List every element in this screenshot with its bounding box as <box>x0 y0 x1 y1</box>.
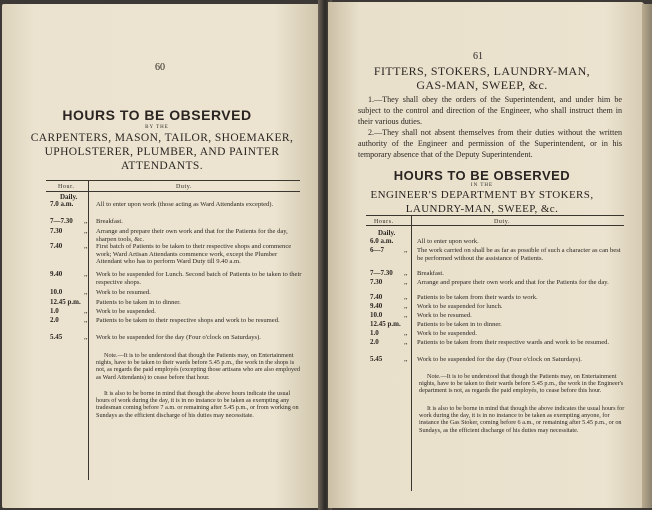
trades-line-1: CARPENTERS, MASON, TAILOR, SHOEMAKER, <box>30 132 294 144</box>
right-page-number: 61 <box>473 51 483 62</box>
right-in-the: IN THE <box>470 183 494 188</box>
right-note-1: Note.—It is to be understood that though the Patients may, on Entertainment nights, have to be taken to their wards before 5.45 p.m., the work in the Engineer's department is not, as regards the paid employés, to cease before this hour. <box>419 373 624 395</box>
col-hour: Hour. <box>58 184 75 190</box>
left-trades-title <box>12 131 312 173</box>
title-line-2: GAS-MAN, SWEEP, &c. <box>416 78 548 92</box>
dept-line-2: LAUNDRY-MAN, SWEEP, &c. <box>405 203 559 215</box>
right-note-2: It is also to be borne in mind that though the above indicates the usual hours for work during the day, it is in no instance to be taken as exempting anyone, for instance the Gas Stoker, coming before 6 a.m., or remaining after 5.45 p.m., or on Sundays, as the efficient discharge of his duties may necessitate. <box>419 405 625 434</box>
rule-2: 2.—They shall not absent themselves from their duties without the written authority of the Engineer and permission of the Superintendent, or in his temporary absence that of the Deputy Superintendent. <box>358 128 622 159</box>
right-column-divider <box>411 215 412 491</box>
trades-line-3: ATTENDANTS. <box>120 160 204 172</box>
col-hours: Hours. <box>374 219 394 225</box>
left-column-divider <box>88 180 89 480</box>
right-page: 61 FITTERS, STOKERS, LAUNDRY-MAN, GAS-MAN, SWEEP, &c. 1.—They shall obey the orders of the Superintendent, and under him be subject to the control and direction of the Engineer, who shall instruct them in their various duties. 2.—They shall not absent themselves from their duties without the written authority of the Engineer and permission of the Superintendent, or in his temporary absence that of the Deputy Superintendent. HOURS TO BE OBSERVED IN THE ENGINEER'S DEPARTMENT BY STOKERS, LAUNDRY-MAN, SWEEP, &c. Hours. Duty. Daily. 6.0 a.m. All to enter upon work. 6—7 ,, The work carried on shall be as far as possible of such a character as can best be performed without the assistance of Patients. 7—7.30 ,, Breakfast. 7.30 ,, Arrange and prepare their own work and that for the Patients for the day. 7.40 ,, Patients to be taken from their wards to work. 9.40 ,, Work to be suspended for lunch. 10.0 ,, Work to be resumed. 12.45 p.m. Patients to be taken in to dinner. 1.0 ,, Work to be suspended. 2.0 ,, Patients to be taken from their respective wards and work to be resumed. 5.45 ,, Work to be suspended for the day (Four o'clock on Saturdays). Note.—It is to be understood that though the Patients may, on Entertainment nights, have to be taken to their wards before 5.45 p.m., the work in the Engineer's department is not, as regards the paid employés, to cease before this hour. It is also to be borne in mind that though the above indicates the usual hours for work during the day, it is in no instance to be taken as exempting anyone, for instance the Gas Stoker, coming before 6 a.m., or remaining after 5.45 p.m., or on Sundays, as the efficient discharge of his duties may necessitate. <box>328 2 644 508</box>
right-table-header <box>366 215 624 226</box>
dept-line-1: ENGINEER'S DEPARTMENT BY STOKERS, <box>370 189 594 201</box>
col-duty: Duty. <box>176 184 193 190</box>
left-note-2: It is also to be borne in mind that though the above hours indicate the usual hours of work during the day, it is in no instance to be taken as exempting any tradesman coming before 7 a.m. or remaining after 5.45 p.m., or from working on Sundays as the efficient discharge of his duties may necessitate. <box>96 390 299 419</box>
right-heading: HOURS TO BE OBSERVED <box>393 168 571 183</box>
page-edges <box>642 4 652 508</box>
title-line-1: FITTERS, STOKERS, LAUNDRY-MAN, <box>373 64 591 78</box>
left-page: 60 HOURS TO BE OBSERVED BY THE CARPENTERS, MASON, TAILOR, SHOEMAKER, UPHOLSTERER, PLUMBER, AND PAINTER ATTENDANTS. Hour. Duty. Daily. 7.0 a.m. All to enter upon work (those acting as Ward Attendants excepted). 7—7.30 ,, Breakfast. 7.30 ,, Arrange and prepare their own work and that for the Patients for the day, sharpen tools, &c. 7.40 ,, First batch of Patients to be taken to their respective shops and commence work; Ward Artisan Attendants commence work, except the Plumber Attendant who has to perform Ward Duty till 9.40 a.m. 9.40 ,, Work to be suspended for Lunch. Second batch of Patients to be taken to their respective shops. 10.0 ,, Work to be resumed. 12.45 p.m. Patients to be taken in to dinner. 1.0 ,, Work to be suspended. 2.0 ,, Patients to be taken to their respective shops and work to be resumed. 5.45 ,, Work to be suspended for the day (Four o'clock on Saturdays). Note.—It is to be understood that though the Patients may, on Entertainment nights, have to be taken to their wards before 5.45 p.m., the work in the shops is not, as regards the paid employés (excepting those artisans who are also employed as Ward Attendants) to cease before that hour. It is also to be borne in mind that though the above hours indicate the usual hours of work during the day, it is in no instance to be taken as exempting any tradesman coming before 7 a.m. or remaining after 5.45 p.m., or from working on Sundays as the efficient discharge of his duties may necessitate. <box>2 4 322 508</box>
rules-section <box>358 94 622 160</box>
left-table-header <box>46 180 300 192</box>
col-duty-right: Duty. <box>494 219 511 225</box>
left-heading: HOURS TO BE OBSERVED <box>62 107 252 123</box>
trades-line-2: UPHOLSTERER, PLUMBER, AND PAINTER <box>44 146 280 158</box>
right-title <box>334 64 630 92</box>
left-page-number: 60 <box>155 62 165 73</box>
right-dept-title <box>334 188 630 216</box>
rule-1: 1.—They shall obey the orders of the Superintendent, and under him be subject to the control and direction of the Engineer, who shall instruct them in their various duties. <box>358 95 622 126</box>
left-note-1: Note.—It is to be understood that though the Patients may, on Entertainment nights, have to be taken to their wards before 5.45 p.m., the work in the shops is not, as regards the paid employés (excepting those artisans who are also employed as Ward Attendants) to cease before that hour. <box>96 352 300 381</box>
left-by-the: BY THE <box>145 125 169 130</box>
